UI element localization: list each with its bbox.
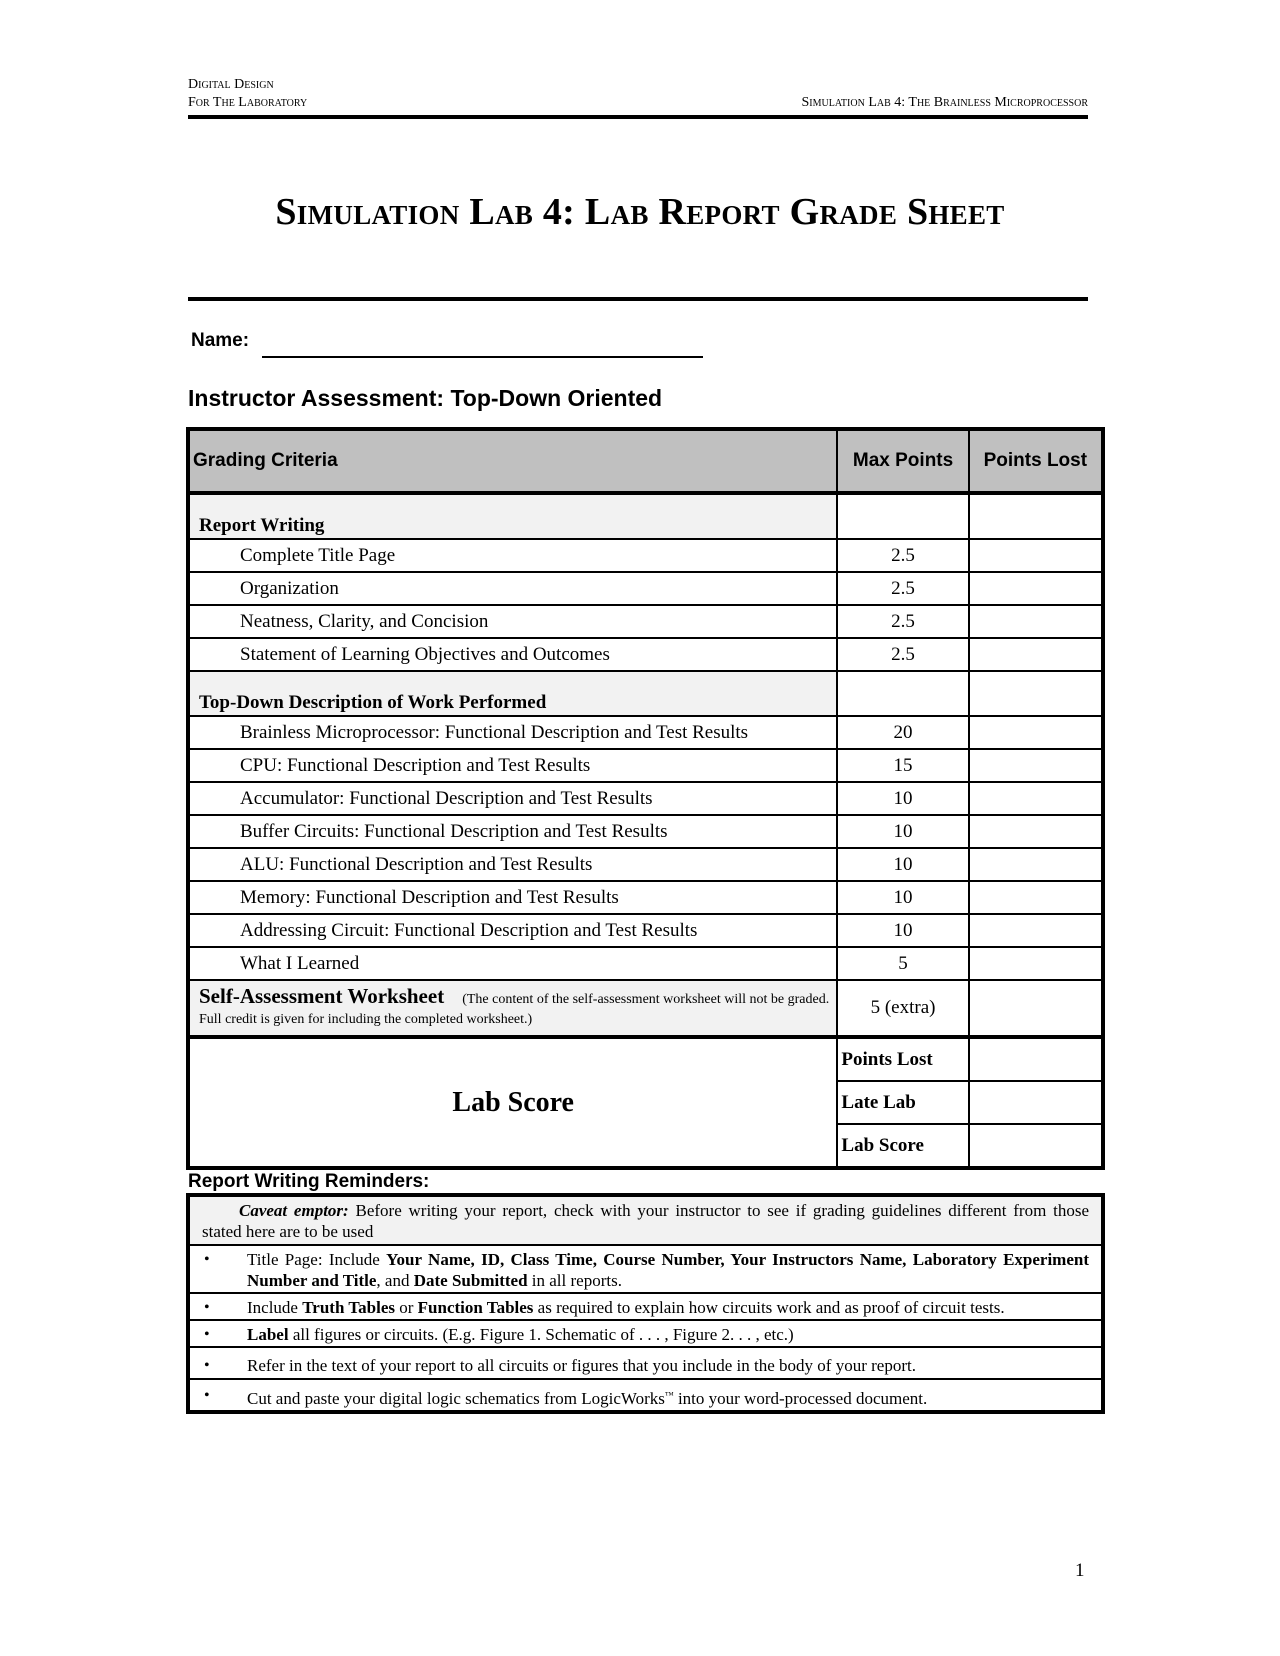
grading-table [186, 427, 1105, 1170]
criterion-label: Neatness, Clarity, and Concision [188, 605, 837, 638]
page-title: Simulation Lab 4: Lab Report Grade Sheet [275, 191, 1005, 233]
self-assessment-cell [188, 980, 837, 1037]
assessment-heading: Instructor Assessment: Top-Down Oriented [188, 385, 663, 411]
points-lost-cell[interactable] [969, 605, 1103, 638]
self-assessment-title: Self-Assessment Worksheet [199, 984, 445, 1008]
criterion-label: Memory: Functional Description and Test Results [188, 881, 837, 914]
reminder-row [188, 1347, 1103, 1379]
max-points: 15 [837, 749, 968, 782]
header-rule [188, 115, 1088, 119]
max-points: 10 [837, 914, 968, 947]
bullet-icon: • [204, 1299, 210, 1316]
bullet-icon: • [204, 1251, 210, 1268]
max-points: 2.5 [837, 638, 968, 671]
criterion-label: Organization [188, 572, 837, 605]
table-row [188, 782, 1103, 815]
max-points: 2.5 [837, 539, 968, 572]
table-row [188, 605, 1103, 638]
max-points: 10 [837, 782, 968, 815]
points-lost-cell[interactable] [969, 749, 1103, 782]
header-course-line2: For The Laboratory [188, 95, 308, 110]
points-lost-cell[interactable] [969, 716, 1103, 749]
reminder-text: Title Page: Include Your Name, ID, Class Time, Course Number, Your Instructors Name, Laboratory Experiment Number and Title, and Date Submitted in all reports. [247, 1250, 1089, 1290]
points-lost-cell[interactable] [969, 782, 1103, 815]
bullet-icon: • [204, 1356, 210, 1374]
reminder-row [188, 1320, 1103, 1347]
score-row-label: Lab Score [837, 1124, 968, 1168]
section-max-cell [837, 493, 968, 539]
caveat-bold: Caveat emptor: [239, 1200, 349, 1220]
title-rule [188, 297, 1088, 301]
reminder-row [188, 1379, 1103, 1412]
table-row [188, 848, 1103, 881]
bullet-icon: • [204, 1387, 210, 1404]
table-row [188, 914, 1103, 947]
self-assessment-max: 5 (extra) [837, 980, 968, 1037]
table-row [188, 947, 1103, 980]
table-row [188, 716, 1103, 749]
criterion-label: Statement of Learning Objectives and Outcomes [188, 638, 837, 671]
name-field-line[interactable] [262, 356, 703, 358]
points-lost-cell[interactable] [969, 848, 1103, 881]
grading-table-header [188, 429, 1103, 493]
table-row [188, 881, 1103, 914]
points-lost-cell[interactable] [969, 539, 1103, 572]
table-row [188, 539, 1103, 572]
points-lost-total-cell[interactable] [969, 1037, 1103, 1081]
max-points: 10 [837, 848, 968, 881]
reminders-table [186, 1193, 1105, 1414]
column-header-max-points: Max Points [837, 429, 968, 493]
max-points: 5 [837, 947, 968, 980]
reminder-text: Include Truth Tables or Function Tables as required to explain how circuits work and as proof of circuit tests. [247, 1298, 1005, 1317]
score-row-label: Points Lost [837, 1037, 968, 1081]
section-row [188, 671, 1103, 716]
section-title-top-down: Top-Down Description of Work Performed [188, 671, 837, 716]
lab-score-cell[interactable] [969, 1124, 1103, 1168]
points-lost-cell[interactable] [969, 638, 1103, 671]
points-lost-cell[interactable] [969, 914, 1103, 947]
criterion-label: Buffer Circuits: Functional Description and Test Results [188, 815, 837, 848]
score-row-label: Late Lab [837, 1081, 968, 1124]
criterion-label: ALU: Functional Description and Test Results [188, 848, 837, 881]
section-max-cell [837, 671, 968, 716]
criterion-label: What I Learned [188, 947, 837, 980]
max-points: 10 [837, 815, 968, 848]
points-lost-cell[interactable] [969, 947, 1103, 980]
column-header-points-lost: Points Lost [969, 429, 1103, 493]
section-title-report-writing: Report Writing [188, 493, 837, 539]
self-assessment-note: (The content of the self-assessment worksheet will not be graded. Full credit is given for including the completed worksheet.) [199, 992, 830, 1027]
late-lab-cell[interactable] [969, 1081, 1103, 1124]
criterion-label: CPU: Functional Description and Test Results [188, 749, 837, 782]
name-label: Name: [191, 330, 250, 351]
max-points: 2.5 [837, 572, 968, 605]
reminder-row [188, 1293, 1103, 1320]
points-lost-cell[interactable] [969, 572, 1103, 605]
criterion-label: Accumulator: Functional Description and Test Results [188, 782, 837, 815]
criterion-label: Addressing Circuit: Functional Description and Test Results [188, 914, 837, 947]
lab-score-label: Lab Score [188, 1037, 837, 1168]
reminder-text: Cut and paste your digital logic schematics from LogicWorks™ into your word-processed document. [247, 1389, 928, 1408]
bullet-icon: • [204, 1326, 210, 1343]
criterion-label: Brainless Microprocessor: Functional Description and Test Results [188, 716, 837, 749]
table-row [188, 815, 1103, 848]
trademark-symbol: ™ [664, 1390, 674, 1400]
caveat-row [188, 1195, 1103, 1245]
header-lab-title: Simulation Lab 4: The Brainless Microprocessor [801, 95, 1088, 110]
reminder-text: Label all figures or circuits. (E.g. Figure 1. Schematic of . . . , Figure 2. . . , etc.) [247, 1325, 794, 1344]
score-row [188, 1037, 1103, 1081]
caveat-cell [188, 1195, 1103, 1245]
header-course-line1: Digital Design [188, 77, 274, 92]
max-points: 10 [837, 881, 968, 914]
column-header-criteria: Grading Criteria [188, 429, 837, 493]
points-lost-cell[interactable] [969, 881, 1103, 914]
points-lost-cell[interactable] [969, 815, 1103, 848]
section-lost-cell [969, 493, 1103, 539]
criterion-label: Complete Title Page [188, 539, 837, 572]
section-row [188, 493, 1103, 539]
reminder-text: Refer in the text of your report to all circuits or figures that you include in the body of your report. [247, 1355, 916, 1375]
table-row [188, 638, 1103, 671]
self-assessment-row [188, 980, 1103, 1037]
caveat-text: Before writing your report, check with your instructor to see if grading guidelines different from those stated here are to be used [202, 1200, 1089, 1241]
page-number: 1 [1075, 1560, 1085, 1581]
table-row [188, 749, 1103, 782]
points-lost-cell[interactable] [969, 980, 1103, 1037]
max-points: 20 [837, 716, 968, 749]
max-points: 2.5 [837, 605, 968, 638]
section-lost-cell [969, 671, 1103, 716]
table-row [188, 572, 1103, 605]
reminder-row [188, 1245, 1103, 1293]
reminders-heading: Report Writing Reminders: [188, 1171, 430, 1192]
running-header [188, 76, 1088, 112]
